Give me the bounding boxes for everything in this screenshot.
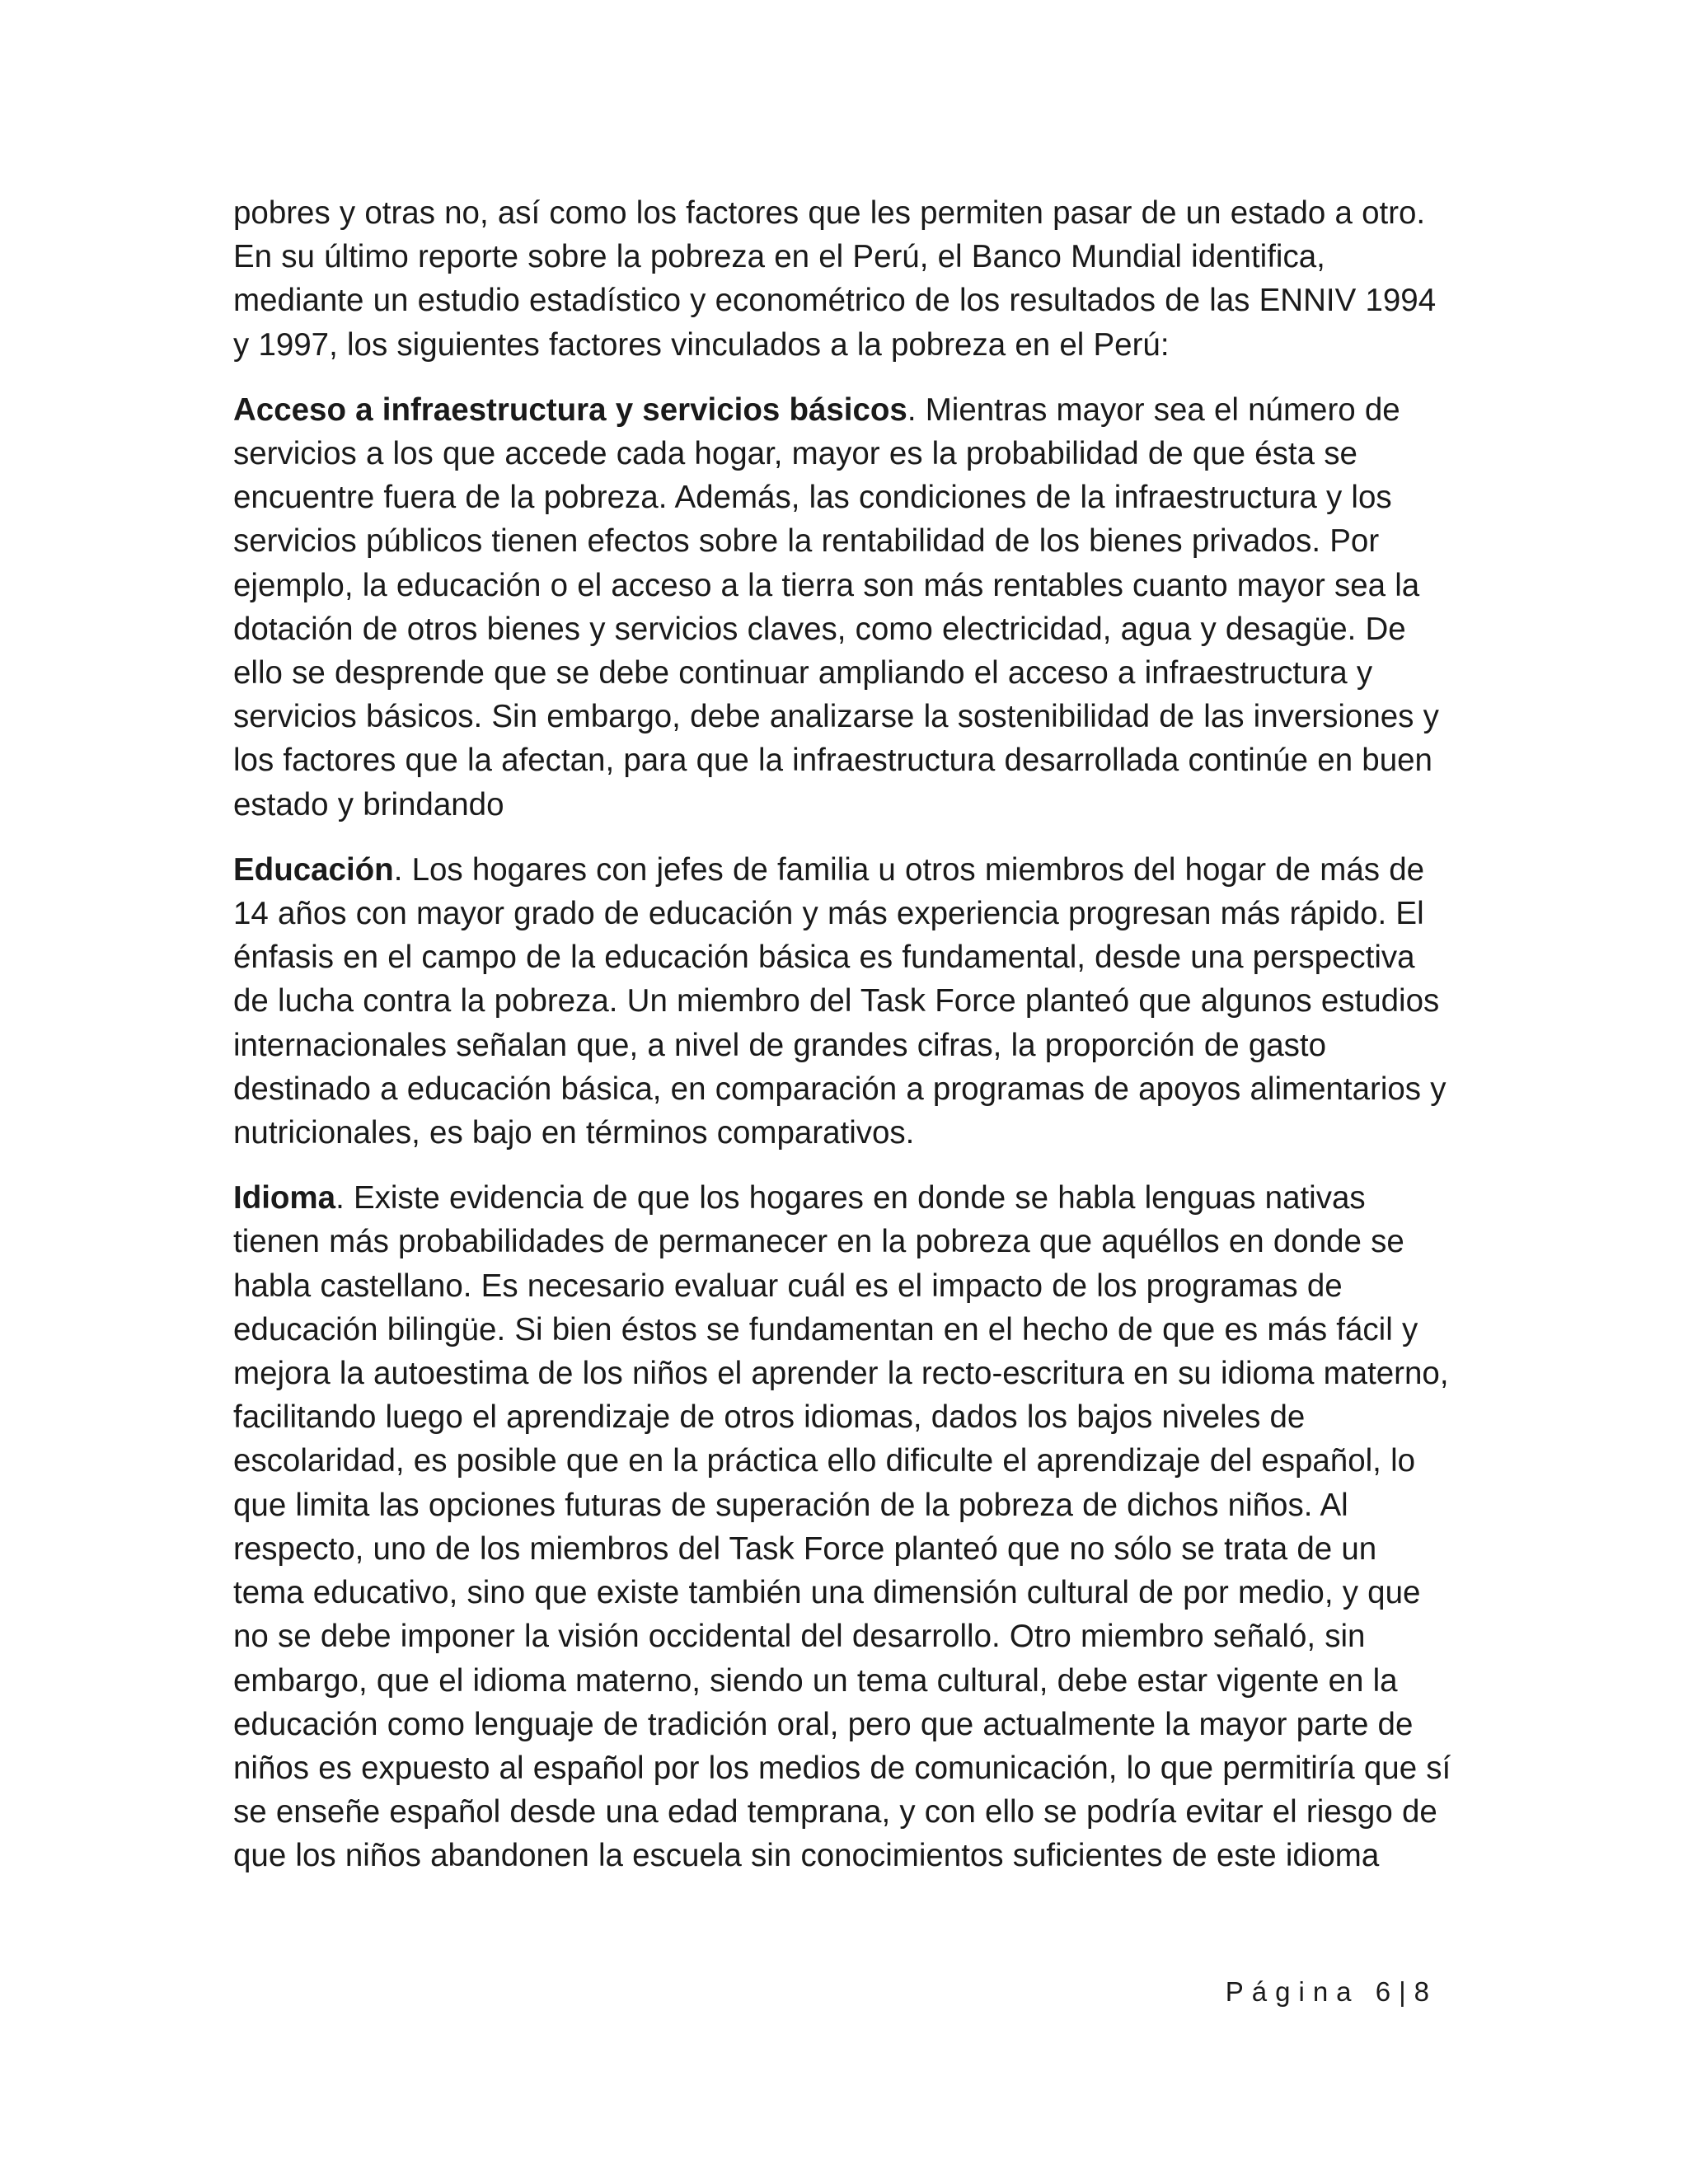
paragraph-text: . Existe evidencia de que los hogares en donde se habla lenguas nativas tienen más probabilidades de permanecer en la pobreza que aquéllos en donde se habla castellano. Es necesario evaluar cuál es el impacto de los programas de educación bilingüe. Si bien éstos se fundamentan en el hecho de que es más fácil y mejora la autoestima de los niños el aprender la recto-escritura en su idioma materno, facilitando luego el aprendizaje de otros idiomas, dados los bajos niveles de escolaridad, es posible que en la práctica ello dificulte el aprendizaje del español, lo que limita las opciones futuras de superación de la pobreza de dichos niños. Al respecto, uno de los miembros del Task Force planteó que no sólo se trata de un tema educativo, sino que existe también una dimensión cultural de por medio, y que no se debe imponer la visión occidental del desarrollo. Otro miembro señaló, sin embargo, que el idioma materno, siendo un tema cultural, debe estar vigente en la educación como lenguaje de tradición oral, pero que actualmente la mayor parte de niños es expuesto al español por los medios de comunicación, lo que permitiría que sí se enseñe español desde una edad temprana, y con ello se podría evitar el riesgo de que los niños abandonen la escuela sin conocimientos suficientes de este idioma [233, 1180, 1451, 1874]
page-total: 8 [1414, 1976, 1429, 2007]
page-label: Página [1225, 1976, 1360, 2007]
page-current: 6 [1375, 1976, 1391, 2007]
paragraph-text: . Mientras mayor sea el número de servicios a los que accede cada hogar, mayor es la probabilidad de que ésta se encuentre fuera de la pobreza. Además, las condiciones de la infraestructura y los servicios públicos tienen efectos sobre la rentabilidad de los bienes privados. Por ejemplo, la educación o el acceso a la tierra son más rentables cuanto mayor sea la dotación de otros bienes y servicios claves, como electricidad, agua y desagüe. De ello se desprende que se debe continuar ampliando el acceso a infraestructura y servicios básicos. Sin embargo, debe analizarse la sostenibilidad de las inversiones y los factores que la afectan, para que la infraestructura desarrollada continúe en buen estado y brindando [233, 391, 1439, 823]
paragraph-text: . Los hogares con jefes de familia u otros miembros del hogar de más de 14 años con mayor grado de educación y más experiencia progresan más rápido. El énfasis en el campo de la educación básica es fundamental, desde una perspectiva de lucha contra la pobreza. Un miembro del Task Force planteó que algunos estudios internacionales señalan que, a nivel de grandes cifras, la proporción de gasto destinado a educación básica, en comparación a programas de apoyos alimentarios y nutricionales, es bajo en términos comparativos. [233, 851, 1447, 1151]
paragraph-idioma [233, 1176, 1453, 1877]
paragraph-intro [233, 191, 1453, 367]
page-body [233, 191, 1453, 1900]
paragraph-lead: Educación [233, 851, 394, 888]
paragraph-infraestructura [233, 388, 1453, 827]
paragraph-lead: Idioma [233, 1180, 336, 1216]
page-number-footer [1226, 1976, 1429, 2008]
paragraph-text: pobres y otras no, así como los factores que les permiten pasar de un estado a otro. En su último reporte sobre la pobreza en el Perú, el Banco Mundial identifica, mediante un estudio estadístico y econométrico de los resultados de las ENNIV 1994 y 1997, los siguientes factores vinculados a la pobreza en el Perú: [233, 195, 1437, 363]
paragraph-educacion [233, 848, 1453, 1155]
paragraph-lead: Acceso a infraestructura y servicios básicos [233, 391, 907, 428]
page-separator: | [1399, 1976, 1406, 2007]
